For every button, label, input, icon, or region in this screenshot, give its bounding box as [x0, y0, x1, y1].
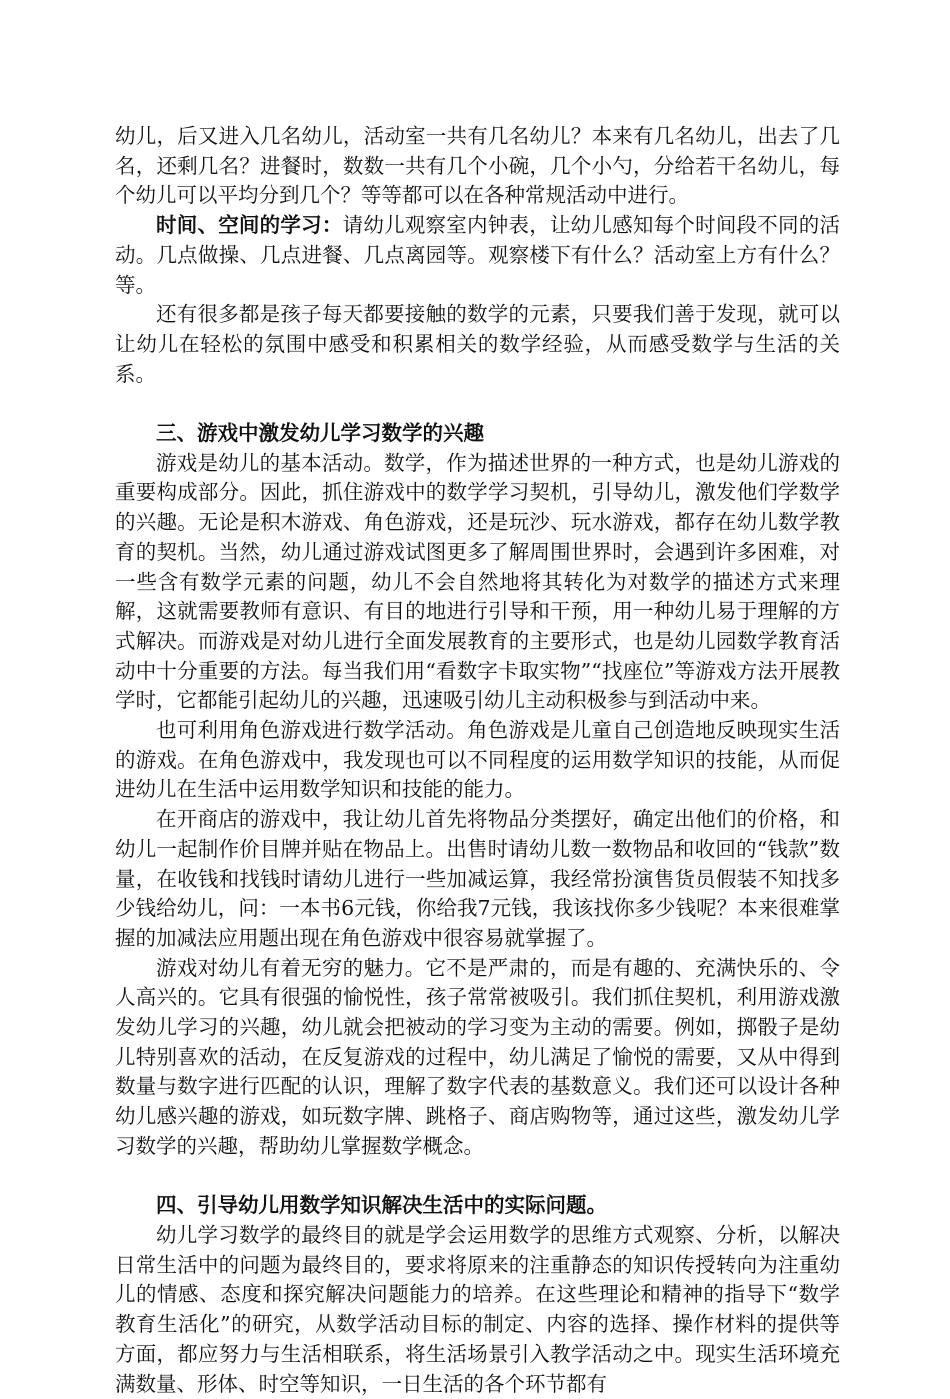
paragraph-lead-time-space: 时间、空间的学习：: [156, 213, 343, 238]
paragraph-real-problems: 幼儿学习数学的最终目的就是学会运用数学的思维方式观察、分析，以解决日常生活中的问题为最终目的，要求将原来的注重静态的知识传授转向为注重幼儿的情感、态度和探究解决问题能力的培养。在这些理论和精神的指导下“数学教育生活化”的研究，从数学活动目标的制定、内容的选择、操作材料的提供等方面，都应努力与生活相联系，将生活场景引入教学活动之中。现实生活环境充满数量、形体、时空等知识，一日生活的各个环节都有: [115, 1222, 840, 1396]
paragraph-shop-game: 在开商店的游戏中，我让幼儿首先将物品分类摆好，确定出他们的价格，和幼儿一起制作价目牌并贴在物品上。出售时请幼儿数一数物品和收回的“钱款”数量，在收钱和找钱时请幼儿进行一些加减运算，我经常扮演售货员假装不知找多少钱给幼儿，问：一本书6元钱，你给我7元钱，我该找你多少钱呢？本来很难掌握的加减法应用题出现在角色游戏中很容易就掌握了。: [115, 807, 840, 950]
paragraph-role-play: 也可利用角色游戏进行数学活动。角色游戏是儿童自己创造地反映现实生活的游戏。在角色游戏中，我发现也可以不同程度的运用数学知识的技能，从而促进幼儿在生活中运用数学知识和技能的能力。: [115, 718, 840, 802]
paragraph-body-time-space: 请幼儿观察室内钟表，让幼儿感知每个时间段不同的活动。几点做操、几点进餐、几点离园等。观察楼下有什么？活动室上方有什么？等。: [115, 213, 840, 297]
paragraph-routine-counting: 幼儿，后又进入几名幼儿，活动室一共有几名幼儿？本来有几名幼儿，出去了几名，还剩几名？进餐时，数数一共有几个小碗，几个小勺，分给若干名幼儿，每个幼儿可以平均分到几个？等等都可以在各种常规活动中进行。: [115, 124, 840, 208]
paragraph-game-charm: 游戏对幼儿有着无穷的魅力。它不是严肃的，而是有趣的、充满快乐的、令人高兴的。它具有很强的愉悦性，孩子常常被吸引。我们抓住契机，利用游戏激发幼儿学习的兴趣，幼儿就会把被动的学习变为主动的需要。例如，掷骰子是幼儿特别喜欢的活动，在反复游戏的过程中，幼儿满足了愉悦的需要，又从中得到数量与数字进行匹配的认识，理解了数字代表的基数意义。我们还可以设计各种幼儿感兴趣的游戏，如玩数字牌、跳格子、商店购物等，通过这些，激发幼儿学习数学的兴趣，帮助幼儿掌握数学概念。: [115, 955, 840, 1158]
paragraph-time-space: [115, 211, 840, 300]
document-body: [115, 122, 840, 1399]
paragraph-math-elements: 还有很多都是孩子每天都要接触的数学的元素，只要我们善于发现，就可以让幼儿在轻松的氛围中感受和积累相关的数学经验，从而感受数学与生活的关系。: [115, 302, 840, 386]
section-heading-4: 四、引导幼儿用数学知识解决生活中的实际问题。: [156, 1193, 607, 1218]
section-heading-3: 三、游戏中激发幼儿学习数学的兴趣: [156, 421, 484, 446]
paragraph-games-basic: 游戏是幼儿的基本活动。数学，作为描述世界的一种方式，也是幼儿游戏的重要构成部分。因此，抓住游戏中的数学学习契机，引导幼儿，激发他们学数学的兴趣。无论是积木游戏、角色游戏，还是玩沙、玩水游戏，都存在幼儿数学教育的契机。当然，幼儿通过游戏试图更多了解周围世界时，会遇到许多困难，对一些含有数学元素的问题，幼儿不会自然地将其转化为对数学的描述方式来理解，这就需要教师有意识、有目的地进行引导和干预，用一种幼儿易于理解的方式解决。而游戏是对幼儿进行全面发展教育的主要形式，也是幼儿园数学教育活动中十分重要的方法。每当我们用“看数字卡取实物”“找座位”等游戏方法开展教学时，它都能引起幼儿的兴趣，迅速吸引幼儿主动积极参与到活动中来。: [115, 450, 840, 713]
